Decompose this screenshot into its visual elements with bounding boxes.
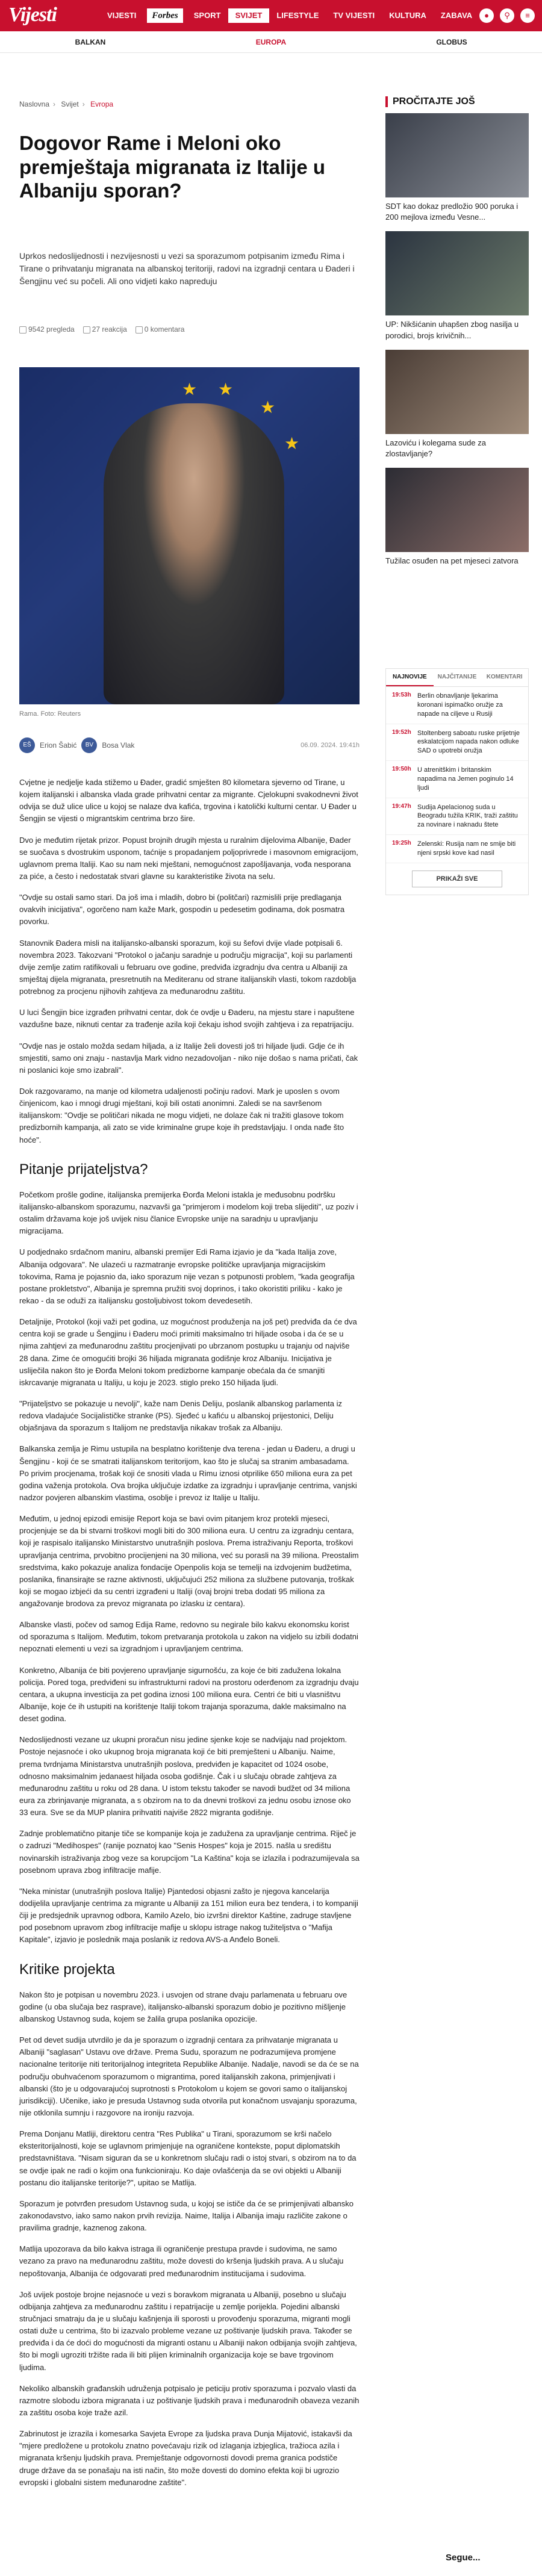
hero-image [19, 367, 360, 704]
breadcrumb-home[interactable]: Naslovna [19, 100, 50, 108]
sidebar-card[interactable] [385, 350, 529, 459]
paragraph: Dvo je međutim rijetak prizor. Popust brojnih drugih mjesta u ruralnim dijelovima Albanije, Đader se suočava s dvostrukim usponom, taćnije s propadanjem poljoprivrede i masovnom emigracijom, uglavnom prema Italiji. Kao su nam neki mještani, nemogućnost zapošljavanja, vođa nesporana za piće, a često i nedostatak stvari glavne su karakteristike života na selu. [19, 835, 358, 881]
comment-icon [136, 326, 143, 334]
subnav-europa[interactable]: EUROPA [255, 38, 287, 46]
breadcrumb-subsection[interactable]: Evropa [90, 100, 114, 108]
paragraph: Balkanska zemlja je Rimu ustupila na besplatno korištenje dva terena - jedan u Đaderu, a drugi u Šengjinu - koji će se smatrati italijanskom teritorijom, kao što je slučaj sa stranim ambasadama. Po privim procjenama, trošak koji će snositi vlada u Rimu iznosi otprilike 650 miliona eura za pet godina važenja protokola. Ova brojka uključuje izdatke za izgradnju i upravljanje centrima, vanjski nadzor povjeren albanskim vlastima, osoblje i prevoz iz Italije u Italiju. [19, 1444, 357, 1502]
item-time: 19:50h [392, 766, 411, 773]
nav-sport[interactable]: SPORT [193, 11, 221, 20]
list-item[interactable] [386, 835, 528, 863]
paragraph: U podjednako srdačnom maniru, albanski premijer Edi Rama izjavio je da "kada Italija zove, Albanija odgovara". Ne ulazeći u razmatranje evropske političke upravljanja migracijskim tokovima, Rama je pojasnio da, iako sporazum nije vezan s potpunosti problem, "kada geografija postane prokletstvo", Albanija je spremna pružiti svoj doprinos, i tako okoristiti priliku - kako je rekao - da se oduži za italijansku gostoljubivost tokom devedesetih. [19, 1247, 355, 1305]
sidebar-card[interactable] [385, 231, 529, 341]
paragraph: Zabrinutost je izrazila i komesarka Savjeta Evrope za ljudska prava Dunja Mijatović, istakavši da "mjere predložene u protokolu znatno povećavaju rizik od izlaganja izbjeglica, tražioca azila i migranata kršenju ljudskih prava. Premještanje odgovornosti dovodi prema granica podstiče druge države da se ponašaju na isti način, što može dovesti do domino efekta koji bi ugrozio evropski i globalni sistem međunarodne zaštite". [19, 2429, 352, 2487]
author-name[interactable]: Erion Šabić [40, 741, 77, 750]
item-text[interactable]: Sudija Apelacionog suda u Beogradu tužila KRIK, traži zaštitu za novinare i naknadu štete [417, 803, 518, 829]
item-time: 19:53h [392, 692, 411, 698]
subnav-globus[interactable]: GLOBUS [436, 38, 467, 46]
sidebar-card[interactable] [385, 113, 529, 223]
list-item[interactable] [386, 761, 528, 798]
paragraph: Pet od devet sudija utvrdilo je da je sporazum o izgradnji centara za prihvatanje migranata u Albaniji "saglasan" Ustavu ove države. Prema Sudu, sporazum ne podrazumijeva promjene nacionalne teritorije niti teritorijalnog integriteta Republike Albanije. Nadalje, navodi se da će se na području obuhvaćenom sporazumom o migrantima, pored italijanskih zakona, primjenjivati i albanski (što je u odgovarajućoj suprotnosti s Protokolom u kojem se govori samo o italijanskoj jurisdikciji). Učenike, iako je presuda Ustavnog suda otvorila put konačnom usvajanju sporazuma, nije otklonila sumnju i razgovore na ironiju razvoja. [19, 2035, 359, 2118]
nav-svijet[interactable]: SVIJET [228, 8, 270, 23]
breadcrumb-sep-icon: › [53, 100, 56, 108]
paragraph: "Ovdje nas je ostalo možda sedam hiljada, a iz Italije želi dovesti još tri hiljade ljudi. Gdje će ih smjestiti, samo oni znaju - nastavlja Mark vidno nezadovoljan - niko nije došao s nama pričati, čak ni poslanici koje smo izabrali". [19, 1041, 358, 1075]
show-all-button[interactable]: PRIKAŽI SVE [412, 871, 502, 887]
nav-forbes[interactable]: Forbes [147, 8, 182, 23]
image-caption: Rama. Foto: Reuters [19, 710, 81, 718]
breadcrumb-sep-icon: › [82, 100, 85, 108]
eu-star-icon: ★ [218, 380, 234, 399]
nav-zabava[interactable]: ZABAVA [440, 11, 473, 20]
author-bar [19, 737, 360, 753]
item-text[interactable]: Zelenski: Rusija nam ne smije biti njeni srpski kove kad nasil [417, 840, 516, 857]
sidebar-card-title[interactable]: Lazoviću i kolegama sude za zlostavljanje? [385, 438, 486, 458]
widget-tabs [386, 669, 528, 687]
paragraph: Stanovnik Đadera misli na italijansko-albanski sporazum, koji su šefovi dvije vlade potpisali 6. novembra 2023. Takozvani "Protokol o jačanju saradnje u području migracija", koji su parlamenti dvije zemlje zatim ratifikovali u februaru ove godine, predviđa izgradnju dva centra u Albaniji za smještaj dijela migranata, presretnutih na Mediteranu od strane italijanskih vlasti, tokom razdoblja potrebnog za procjenu njihovih zahtjeva za međunarodnu zaštitu. [19, 938, 357, 996]
heart-icon [83, 326, 90, 334]
user-icon[interactable]: ● [479, 8, 494, 23]
breadcrumb [19, 100, 117, 108]
paragraph: Detaljnije, Protokol (koji važi pet godina, uz mogućnost produženja na još pet) predviđa da će dva centra koji se grade u Šengjinu i Đaderu moći primiti maksimalno tri hiljade osoba i da će se u njima zahtjevi za međunarodnu zaštitu procjenjivati po ubrzanom postupku u trajanju od najviše 28 dana. Zime će omogućiti brojki 36 hiljada migranata godišnje kroz Albaniju. Inicijativa je usliječila nakon što je Đorđa Meloni tokom predizborne kampanje obećala da će smanjiti iskrcavanje migranata u Italiju, u koju je 2023. stiglo preko 150 hiljada ljudi. [19, 1317, 357, 1387]
list-item[interactable] [386, 724, 528, 762]
paragraph: Međutim, u jednoj epizodi emisije Report koja se bavi ovim pitanjem kroz protekli mjeseci, procjenjuje se da bi stvarni troškovi mogli biti do 300 miliona eura. U centru za izgradnju centara, koji je raspisalo italijansko Ministarstvo unutrašnjih poslova. Prema istraživanju Reporta, troškovi upravljanja centrima, prvobitno procijenjeni na 30 miliona, već su porasli na 39 miliona. Preostalim sredstvima, kako pokazuje analiza fondacije Openpolis koja se temelji na izdvojenim budžetima, poslanika, finansirajte se razne aktivnosti, uključujući 252 miliona za službene putovanja, troškak koji se mogao izbjeći da su centri izgrađeni u Italiji (ovaj brojni treba dodati 95 miliona za angažovanje brodova za prevoz migranata po izlasku iz centara). [19, 1514, 359, 1609]
search-icon[interactable]: ⚲ [500, 8, 514, 23]
breadcrumb-section[interactable]: Svijet [61, 100, 79, 108]
eu-star-icon: ★ [260, 398, 276, 417]
main-nav [100, 0, 479, 31]
eu-star-icon: ★ [284, 434, 300, 453]
section-heading: Pitanje prijateljstva? [19, 1161, 148, 1178]
reactions-count[interactable]: 27 reakcija [83, 325, 127, 334]
views-count: 9542 pregleda [19, 325, 75, 334]
paragraph: Početkom prošle godine, italijanska premijerka Đorđa Meloni istakla je međusobnu podršku italijansko-albanskom sporazumu, nazvavši ga "primjerom i modelom koji treba slijediti", uz poziv i ostalim državama koje još uvijek nisu članice Evropske unije na saradnju u upravljanju migracijama. [19, 1190, 358, 1236]
paragraph: Konkretno, Albanija će biti povjereno upravljanje sigurnošću, za koje će biti zadužena lokalna policija. Pored toga, predviđeni su infrastrukturni radovi na prostoru oderđenom za izgradnju dvaju centara, a ukupna investicija za pet godina iznosi 100 miliona eura. Centri će biti u vlasništvu Albanije, koje će ih ustupiti na korištenje Italiji tokom trajanja sporazuma, dakle maksimalno na deset godina. [19, 1665, 359, 1724]
header-icons [479, 8, 535, 23]
item-text[interactable]: U atrenitškim i britanskim napadima na Jemen poginulo 14 ljudi [417, 766, 514, 792]
tab-komentari[interactable]: KOMENTARI [486, 674, 523, 680]
article-title: Dogovor Rame i Meloni oko premještaja migranata iz Italije u Albaniju sporan? [19, 132, 326, 202]
item-time: 19:52h [392, 728, 411, 736]
sidebar-card-title[interactable]: Tužilac osuđen na pet mjeseci zatvora [385, 556, 519, 566]
sidebar-card-image[interactable] [385, 350, 529, 434]
paragraph: Još uvijek postoje brojne nejasnoće u vezi s boravkom migranata u Albaniji, posebno u slučaju odbijanja zahtjeva za međunarodnu zaštitu i repatrijacije u zemlje porijekla. Pojedini albanski stručnjaci smatraju da je u slučaju kašnjenja ili sporosti u provođenju sporazuma, migranti mogli ostati duže u centrima, što bi izazvalo probleme vezane uz poštivanje ljudskih prava. Također se predviđa i da će doći do mogućnosti da migranti ostanu u Albaniji nakon odbijanja svojih zahtjeva, što bi mogli ugroziti tržište rada ili biti plijen kriminalnih organizacija koje se bave trgovinom ljudima. [19, 2289, 357, 2372]
paragraph: U luci Šengjin bice izgrađen prihvatni centar, dok će ovdje u Đaderu, na mjestu stare i napuštene vazdušne baze, niknuti centar za trađenje azila koji čekaju ishod svojih zahtjeva i za repatrijaciju. [19, 1008, 355, 1029]
sidebar-card[interactable] [385, 468, 529, 566]
item-text[interactable]: Berlin obnavljanje ljekarima koronani ispimačko oružje za napade na ciljeve u Rusiji [417, 692, 503, 718]
next-article-label[interactable]: Segue... [446, 2553, 481, 2563]
item-time: 19:25h [392, 840, 411, 847]
eye-icon [19, 326, 26, 334]
paragraph: Sporazum je potvrđen presudom Ustavnog suda, u kojoj se ističe da će se primjenjivati albansko zakonodavstvo, iako samo nakon prvih revizija. Naime, Italija i Albanija imaju različite zakone o pravilima gradnje, kaznenog zakona. [19, 2199, 354, 2233]
sidebar-card-title[interactable]: SDT kao dokaz predložio 900 poruka i 200 mejlova između Vesne... [385, 202, 519, 222]
list-item[interactable] [386, 687, 528, 724]
article-lead: Upr​kos nedoslijednosti i nezvijesnosti u vezi sa sporazumom potpisanim između Rima i Tirane o prihvatanju migranata na albanskoj teritoriji, radovi na izgradnji centara u Đaderi i Šengjinu već su počeli. Ali ono vidjeti kako napreduju [19, 251, 355, 286]
paragraph: Albanske vlasti, počev od samog Edija Rame, redovno su negirale bilo kakvu ekonomsku korist od sporazuma s Italijom. Međutim, tokom pretvaranja protokola u zakon na vidjelo su izbili dodatni nepoznati elementi u vezi sa izgradnjom i upravljanjem centrima. [19, 1620, 358, 1654]
article-body [19, 777, 360, 2498]
comments-count[interactable]: 0 komentara [136, 325, 185, 334]
item-time: 19:47h [392, 802, 411, 810]
paragraph: Zadnje problematično pitanje tiče se kompanije koja je zadužena za upravljanje centrima. Riječ je o zadruzi "Medihospes" (ranije poznatoj kao "Senis Hospes" koja je 2015. našla u središtu novinarskih istraživanja zbog veze sa korupcijom "La Kaština" koja se izlazila i podrazumijevala sa posebnom uprava zbog infiltracije mafije. [19, 1829, 360, 1875]
section-heading: Kritike projekta [19, 1961, 115, 1978]
nav-vijesti[interactable]: VIJESTI [107, 11, 137, 20]
paragraph: "Ovdje su ostali samo stari. Da još ima i mladih, dobro bi (politčari) razmislili prije predlaganja ovakvih inicijativa", ogorčeno nam kaže Mark, gospodin u pedesetim godinama, dok posmatra povorku. [19, 893, 345, 926]
publish-date: 06.09. 2024. 19:41h [301, 742, 360, 749]
paragraph: Cvjetne je nedjelje kada stižemo u Đader, gradić smješten 80 kilometara sjeverno od Tirane, u kojem italijanski i albanska vlada grade prihvatni centar za migrante. Cjelokupni svakodnevni život odvija se duž ulice ulice u kojoj se nalaze dva kafića, trgovina i katolički kulturni centar. U Đader u Šengjin se vijesti o migrantskim centrima brzo šire. [19, 778, 358, 824]
sidebar-heading: PROČITAJTE JOŠ [385, 96, 529, 107]
paragraph: Nedoslijednosti vezane uz ukupni proračun nisu jedine sjenke koje se nadvijaju nad projektom. Postoje nejasnoće i oko ukupnog broja migranata koji će biti premješteni u Albaniju. Naime, prema tvrdnjama Ministarstva unutrašnjih poslova, predviđen je kapacitet od 1024 osobe, odnosno maksimalnim jedanaest hiljada osoba godišnje. Čak i u slučaju obrade zahtjeva za međunarodnu zaštitu u roku od 28 dana. U istom tekstu također se navodi budžet od 34 miliona eura za zbrinjavanje migranata, a s obzirom na to da dnevni troškovi za jednu osobu iznose oko 33 eura. Sve se da MUP planira prihvatiti najviše 2822 migranta godišnje. [19, 1735, 351, 1817]
paragraph: "Neka ministar (unutrašnjih poslova Italije) Pjantedosi objasni zašto je njegova kancelarija dodijelila upravljanje centrima za migrante u Albaniji za 151 milion eura bez tendera, i to kompaniji čiji je predsjednik upravnog odbora, Kamilo Azelo, bio izvršni direktor Kaštine, zadruge stavljene pod posebnom upravom zbog infiltracije mafije u sklopu istrage nakog tužiteljstva o "Mafija Kapitale", izjavio je poslednik maja poslanik iz redova AVS-a Anđelo Boneli. [19, 1886, 358, 1944]
site-header [0, 0, 542, 31]
paragraph: Prema Donjanu Matliji, direktoru centra "Res Publika" u Tirani, sporazumom se krši načelo eksteritorijalnosti, koje se uglavnom primjenjuje na ograničene kontekste, poput diplomatskih predstavništava. "Nisam siguran da se u konkretnom slučaju radi o istoj stvari, s obzirom na to da se ovdje ipak ne radi o kojim ona funkcioniraju. Ko daje ovlašćenja da se ovi objekti u Albaniji postanu dio italijanske teritorije?", upitao se Matlija. [19, 2129, 357, 2187]
eu-star-icon: ★ [182, 380, 198, 399]
article-meta [19, 325, 184, 334]
author-name[interactable]: Bosa Vlak [102, 741, 135, 750]
menu-icon[interactable]: ≡ [520, 8, 535, 23]
nav-tv-vijesti[interactable]: TV VIJESTI [333, 11, 375, 20]
sidebar-card-image[interactable] [385, 113, 529, 197]
sub-nav [0, 31, 542, 53]
tab-najnovije[interactable]: NAJNOVIJE [386, 669, 434, 686]
list-item[interactable] [386, 798, 528, 836]
paragraph: Dok razgovaramo, na manje od kilometra udaljenosti počinju radovi. Mark je uposlen s ovom činjenicom, kao i mnogi drugi mještani, koji bili ostati anonimni. Zaledi se na savršenom italijanskom: "Ovdje se političari nikada ne mogu vidjeti, ne dolaze čak ni tražiti glasove tokom predizbornih kampanja, ali zato se vide kriminalne grupe koje ih predstavljaju. I onda nađe što hoće". [19, 1086, 344, 1144]
paragraph: Nekoliko albanskih građanskih udruženja potpisalo je peticiju protiv sporazuma i pozvalo vlasti da razmotre slobodu izbora migranata i uz poštivanje ljudskih prava i međunarodnih obaveza vezanih za zaštitu osoba koje traže azil. [19, 2383, 360, 2417]
nav-kultura[interactable]: KULTURA [389, 11, 426, 20]
sidebar-card-image[interactable] [385, 231, 529, 315]
person-photo [104, 403, 284, 704]
news-widget [385, 668, 529, 895]
nav-lifestyle[interactable]: LIFESTYLE [276, 11, 319, 20]
subnav-balkan[interactable]: BALKAN [75, 38, 106, 46]
paragraph: "Prijateljstvo se pokazuje u nevolji", kaže nam Denis Deliju, poslanik albanskog parlamenta iz redova vladajuće Socijalističke stranke (PS). Sjeđeć u kafiću u albanskoj prijestonici, Deliju objašnjava da sporazum s Italijom ne predstavlja nikakav trošak za Albaniju. [19, 1398, 343, 1433]
paragraph: Nakon što je potpisan u novembru 2023. i usvojen od strane dvaju parlamenata u februaru ove godine (u oba slučaja bez rasprave), italijansko-albanski sporazum dobio je pozitivno mišljenje albanskog Ustavnog suda, kojem se žalila grupa poslanika opozicije. [19, 1990, 347, 2024]
avatar: EŠ [19, 737, 35, 753]
site-logo[interactable]: Vijesti [8, 4, 57, 26]
avatar: BV [81, 737, 97, 753]
sidebar [385, 96, 529, 575]
sidebar-card-title[interactable]: UP: Nikšićanin uhapšen zbog nasilja u porodici, brojs krivičnih... [385, 320, 519, 340]
tab-najcitanije[interactable]: NAJČITANIJE [437, 674, 477, 680]
paragraph: Matlija upozorava da bilo kakva istraga ili ograničenje prestupa pravde i sudovima, ne samo vezano za pravo na međunarodnu zaštitu, može dovesti do kršenja ljudskih prava. A u slučaju nepoštovanja, Albanija će odgovarati pred međunarodnim institucijama i sudovima. [19, 2244, 344, 2278]
sidebar-card-image[interactable] [385, 468, 529, 552]
item-text[interactable]: Stoltenberg saboatu ruske prijetnje eskalat​cijom napada nakon odluke SAD o upotrebi oružja [417, 729, 520, 755]
